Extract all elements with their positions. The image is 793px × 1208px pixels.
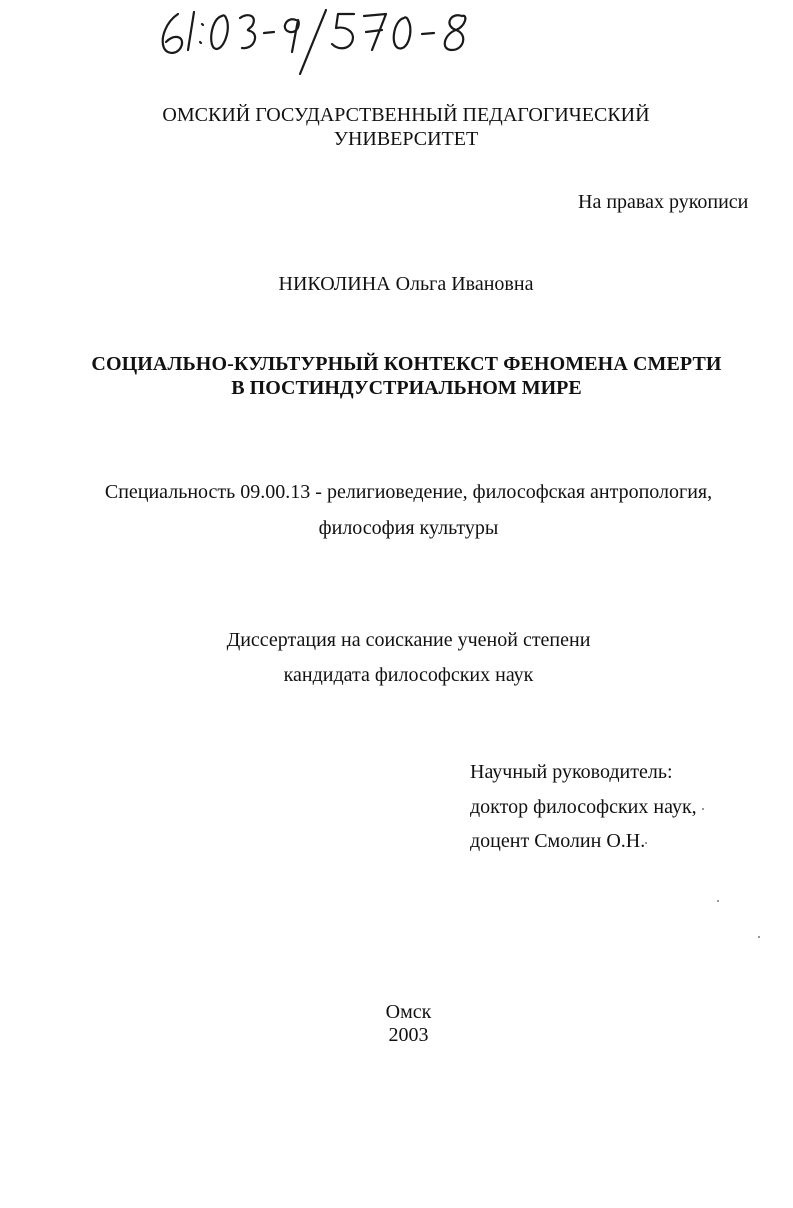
specialty-line1: Специальность 09.00.13 - религиоведение, философская антропология, bbox=[104, 481, 713, 503]
degree-line1: Диссертация на соискание ученой степени bbox=[226, 629, 591, 651]
city: Омск bbox=[385, 1001, 432, 1023]
author-name: НИКОЛИНА Ольга Ивановна bbox=[278, 273, 534, 295]
scan-speck bbox=[702, 808, 704, 810]
scan-speck bbox=[717, 900, 719, 902]
handwritten-stamp-drawing bbox=[150, 0, 510, 80]
scan-speck bbox=[758, 936, 760, 938]
dissertation-title-line2: В ПОСТИНДУСТРИАЛЬНОМ МИРЕ bbox=[231, 377, 582, 399]
supervisor-label: Научный руководитель: bbox=[470, 761, 673, 783]
degree-line2: кандидата философских наук bbox=[283, 664, 534, 686]
rights-note: На правах рукописи bbox=[578, 191, 749, 213]
year: 2003 bbox=[388, 1024, 429, 1046]
supervisor-name: доцент Смолин О.Н. bbox=[470, 830, 646, 852]
university-name-line2: УНИВЕРСИТЕТ bbox=[333, 128, 479, 150]
dissertation-title-line1: СОЦИАЛЬНО-КУЛЬТУРНЫЙ КОНТЕКСТ ФЕНОМЕНА СМЕРТИ bbox=[91, 353, 722, 375]
specialty-line2: философия культуры bbox=[318, 517, 499, 539]
scan-speck bbox=[645, 842, 647, 844]
university-name-line1: ОМСКИЙ ГОСУДАРСТВЕННЫЙ ПЕДАГОГИЧЕСКИЙ bbox=[162, 104, 650, 126]
supervisor-degree: доктор философских наук, bbox=[470, 796, 697, 818]
handwritten-stamp bbox=[150, 0, 510, 80]
